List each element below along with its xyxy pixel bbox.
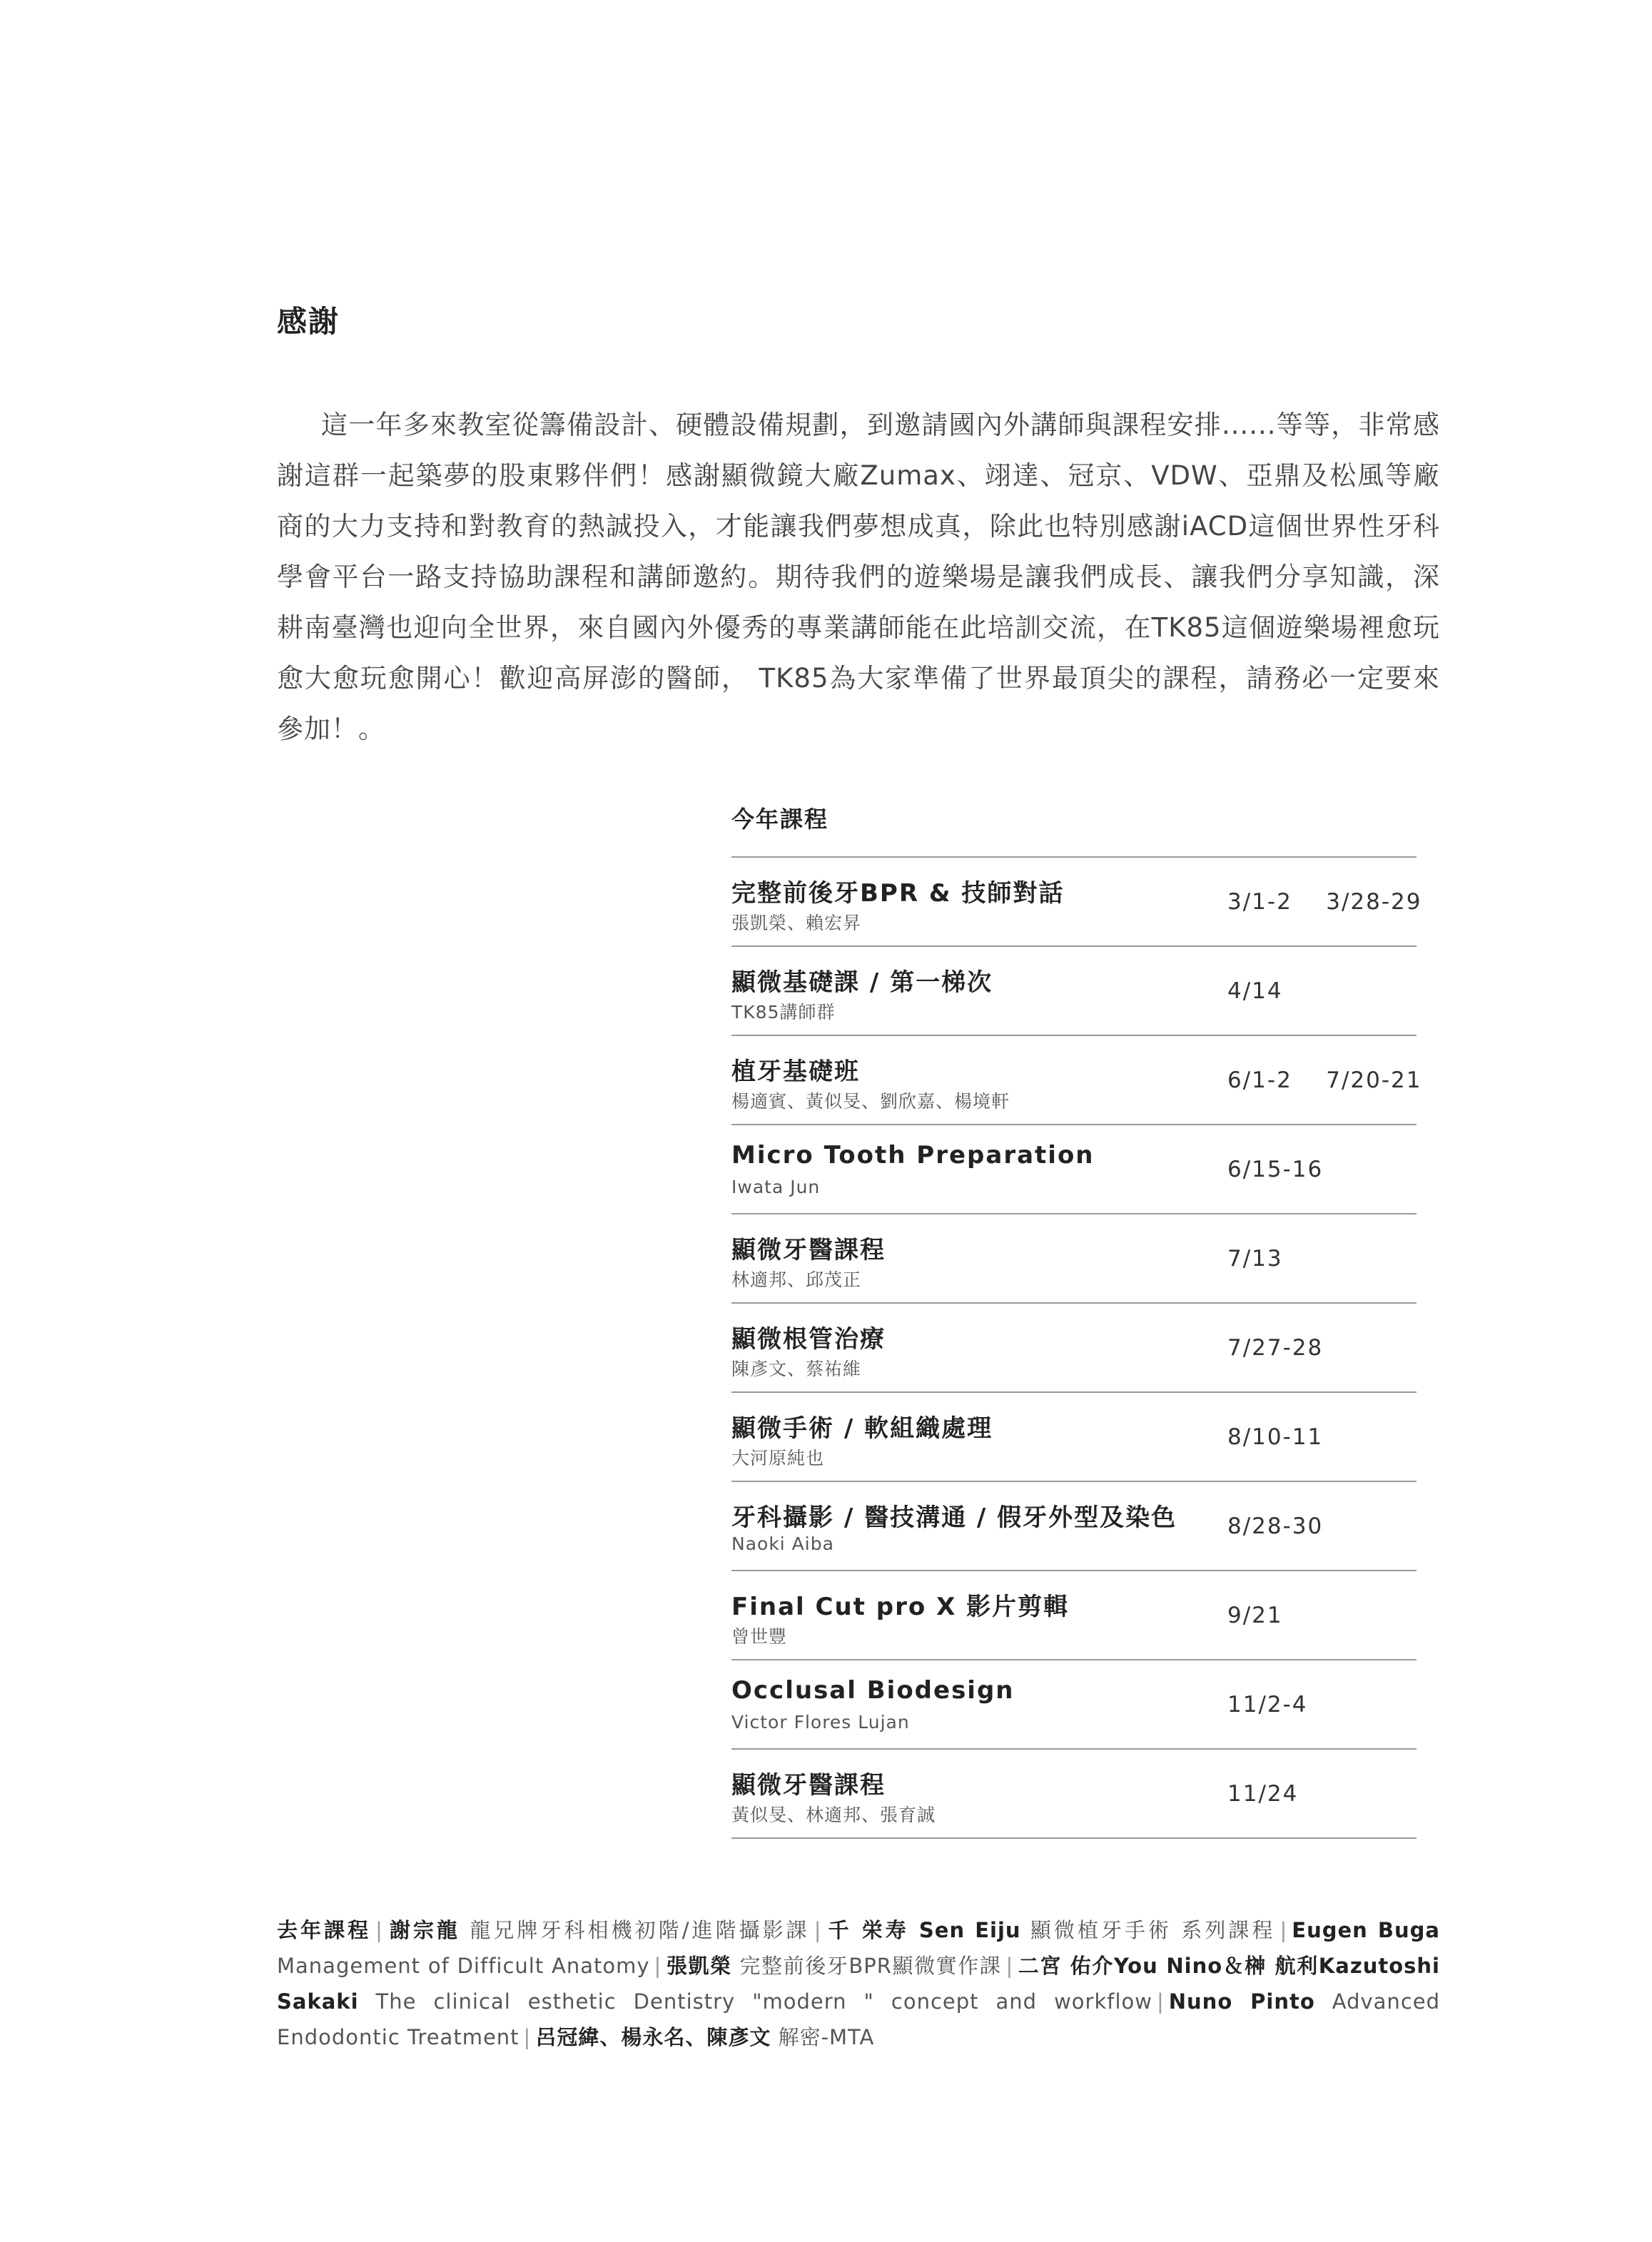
last-year-label: 去年課程: [277, 1918, 372, 1942]
last-year-course: 龍兄牌牙科相機初階/進階攝影課: [470, 1918, 810, 1942]
course-teacher: 陳彥文、蔡祐維: [731, 1359, 862, 1379]
separator: |: [1005, 1954, 1014, 1978]
course-name: Final Cut pro X 影片剪輯: [731, 1593, 1070, 1621]
course-name: 植牙基礎班: [731, 1057, 860, 1086]
course-name: 牙科攝影 / 醫技溝通 / 假牙外型及染色: [731, 1503, 1177, 1532]
separator: |: [1279, 1918, 1288, 1942]
last-year-speaker: 謝宗龍: [387, 1918, 461, 1942]
course-date: 6/15-16: [1227, 1157, 1324, 1182]
separator: |: [1156, 1989, 1165, 2014]
separator: |: [375, 1918, 383, 1942]
course-row: [731, 1125, 1417, 1214]
course-row: [731, 1393, 1417, 1482]
last-year-speaker: 二宮 佑介You Nino＆榊 航利Kazutoshi Sakaki: [277, 1954, 1440, 2014]
last-year-speaker: 張凱榮: [666, 1954, 732, 1978]
course-teacher: Naoki Aiba: [731, 1533, 834, 1554]
course-name: 顯微根管治療: [731, 1325, 886, 1354]
course-teacher: Iwata Jun: [731, 1177, 821, 1197]
separator: |: [814, 1918, 822, 1942]
last-year-speaker: 呂冠緯、楊永名、陳彥文: [535, 2025, 771, 2049]
last-year-courses: [277, 1912, 1440, 2055]
last-year-course: The clinical esthetic Dentistry "modern " concept and workflow: [375, 1989, 1152, 2014]
course-name: 顯微牙醫課程: [731, 1236, 886, 1264]
last-year-speaker: 千 栄寿 Sen Eiju: [826, 1918, 1021, 1942]
course-row: [731, 1660, 1417, 1750]
course-name: 完整前後牙BPR & 技師對話: [731, 879, 1065, 908]
separator: |: [523, 2025, 532, 2049]
course-name: 顯微基礎課 / 第一梯次: [731, 968, 993, 997]
course-name: Occlusal Biodesign: [731, 1676, 1015, 1705]
course-teacher: 林適邦、邱茂正: [731, 1269, 862, 1290]
course-date: 8/10-11: [1227, 1424, 1324, 1450]
last-year-course: 解密-MTA: [778, 2025, 875, 2049]
last-year-speaker: Nuno Pinto: [1168, 1989, 1315, 2014]
course-row: [731, 1214, 1417, 1304]
course-date: 6/1-2 7/20-21: [1227, 1067, 1422, 1093]
course-teacher: 楊適賓、黃似旻、劉欣嘉、楊境軒: [731, 1091, 1010, 1112]
intro-paragraph: 這一年多來教室從籌備設計、硬體設備規劃，到邀請國內外講師與課程安排......等等，非常感謝這群一起築夢的股東夥伴們！感謝顯微鏡大廠Zumax、翊達、冠京、VDW、亞鼎及松風等廠商的大力支持和對教育的熱誠投入，才能讓我們夢想成真，除此也特別感謝iACD這個世界性牙科學會平台一路支持協助課程和講師邀約。期待我們的遊樂場是讓我們成長、讓我們分享知識，深耕南臺灣也迎向全世界，來自國內外優秀的專業講師能在此培訓交流，在TK85這個遊樂場裡愈玩愈大愈玩愈開心！歡迎高屏澎的醫師， TK85為大家準備了世界最頂尖的課程，請務必一定要來參加！。: [277, 410, 1440, 744]
course-teacher: Victor Flores Lujan: [731, 1712, 910, 1733]
course-table: [731, 856, 1422, 1839]
course-name: 顯微手術 / 軟組織處理: [731, 1414, 993, 1443]
page-heading: 感謝: [277, 304, 340, 339]
separator: |: [654, 1954, 662, 1978]
course-name: 顯微牙醫課程: [731, 1771, 886, 1800]
course-row: [731, 947, 1417, 1036]
course-row: [731, 1036, 1422, 1125]
course-teacher: TK85講師群: [731, 1002, 836, 1023]
courses-title: 今年課程: [731, 806, 829, 833]
course-row: [731, 858, 1422, 947]
course-row: [731, 1482, 1417, 1571]
course-teacher: 曾世豐: [731, 1626, 788, 1647]
course-date: 7/27-28: [1227, 1335, 1324, 1361]
course-date: 3/1-2 3/28-29: [1227, 889, 1422, 915]
course-date: 9/21: [1227, 1603, 1283, 1628]
last-year-course: Advanced Endodontic Treatment: [277, 1989, 1441, 2049]
last-year-speaker: Eugen Buga: [1292, 1918, 1441, 1942]
course-name: Micro Tooth Preparation: [731, 1141, 1095, 1170]
course-row: [731, 1750, 1417, 1839]
course-teacher: 大河原純也: [731, 1448, 825, 1469]
last-year-course: 完整前後牙BPR顯微實作課: [739, 1954, 1002, 1978]
last-year-course: Management of Difficult Anatomy: [277, 1954, 650, 1978]
last-year-course: 顯微植牙手術 系列課程: [1030, 1918, 1276, 1942]
course-date: 11/2-4: [1227, 1692, 1308, 1718]
course-date: 4/14: [1227, 978, 1283, 1004]
course-row: [731, 1304, 1417, 1393]
course-date: 8/28-30: [1227, 1513, 1324, 1539]
course-teacher: 黃似旻、林適邦、張育誠: [731, 1805, 936, 1825]
course-date: 11/24: [1227, 1781, 1299, 1807]
course-date: 7/13: [1227, 1246, 1283, 1272]
course-teacher: 張凱榮、賴宏昇: [731, 913, 862, 933]
course-row: [731, 1571, 1417, 1660]
